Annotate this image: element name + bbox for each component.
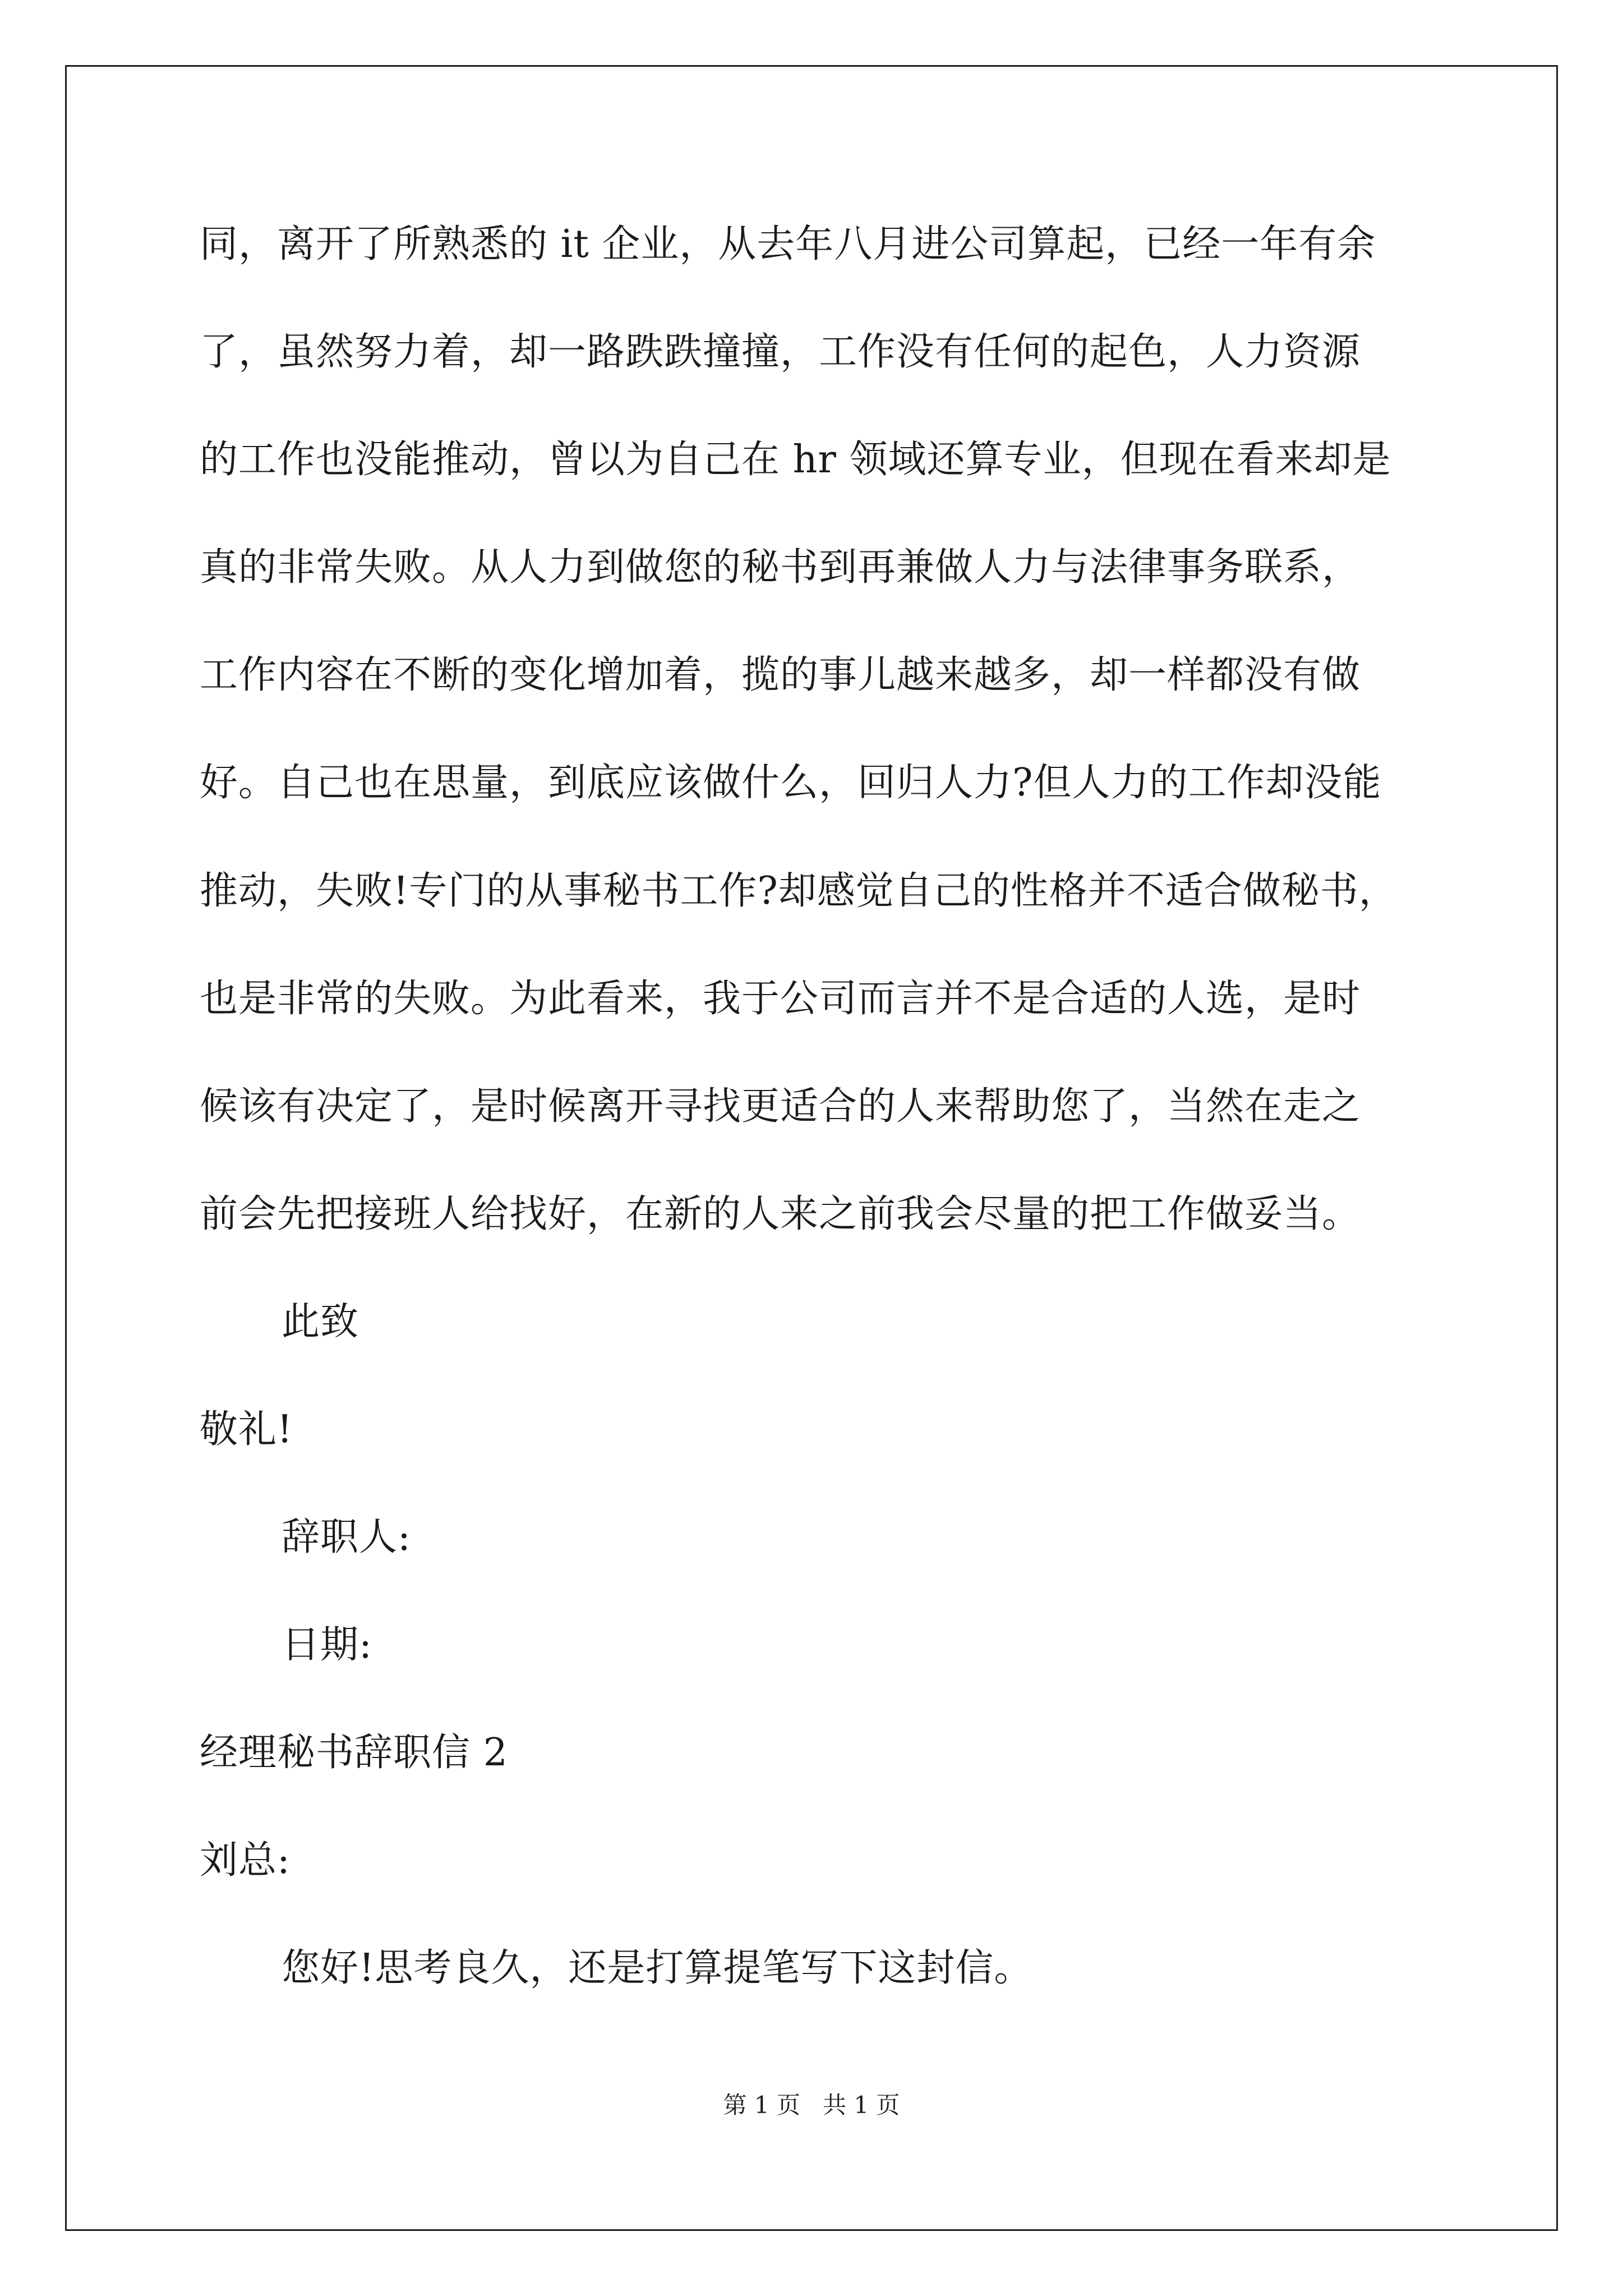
- body-line: 真的非常失败。从人力到做您的秘书到再兼做人力与法律事务联系，: [200, 545, 1361, 590]
- letter2-title: 经理秘书辞职信 2: [200, 1731, 508, 1775]
- letter2-addressee: 刘总:: [200, 1838, 291, 1883]
- body-line: 也是非常的失败。为此看来，我于公司而言并不是合适的人选，是时: [200, 977, 1361, 1021]
- body-line: 的工作也没能推动，曾以为自己在 hr 领域还算专业，但现在看来却是: [200, 438, 1391, 482]
- body-line: 好。自己也在思量，到底应该做什么，回归人力?但人力的工作却没能: [200, 761, 1382, 805]
- body-line: 前会先把接班人给找好，在新的人来之前我会尽量的把工作做妥当。: [200, 1192, 1361, 1236]
- resigner-label: 辞职人:: [282, 1515, 411, 1559]
- body-line: 候该有决定了，是时候离开寻找更适合的人来帮助您了，当然在走之: [200, 1084, 1361, 1129]
- page-border: [65, 65, 1558, 2231]
- date-label: 日期:: [282, 1623, 372, 1667]
- body-line: 了，虽然努力着，却一路跌跌撞撞，工作没有任何的起色，人力资源: [200, 330, 1361, 374]
- body-line: 推动，失败!专门的从事秘书工作?却感觉自己的性格并不适合做秘书，: [200, 869, 1398, 913]
- closing-text: 此致: [282, 1300, 359, 1344]
- letter2-opening: 您好!思考良久，还是打算提笔写下这封信。: [282, 1946, 1033, 1990]
- body-line: 工作内容在不断的变化增加着，揽的事儿越来越多，却一样都没有做: [200, 653, 1361, 697]
- body-line: 同，离开了所熟悉的 it 企业，从去年八月进公司算起，已经一年有余: [200, 222, 1376, 266]
- salute-text: 敬礼!: [200, 1407, 293, 1452]
- page-number: 第 1 页: [723, 2091, 800, 2119]
- page-total: 共 1 页: [823, 2091, 900, 2119]
- page-footer: [0, 2093, 1623, 2117]
